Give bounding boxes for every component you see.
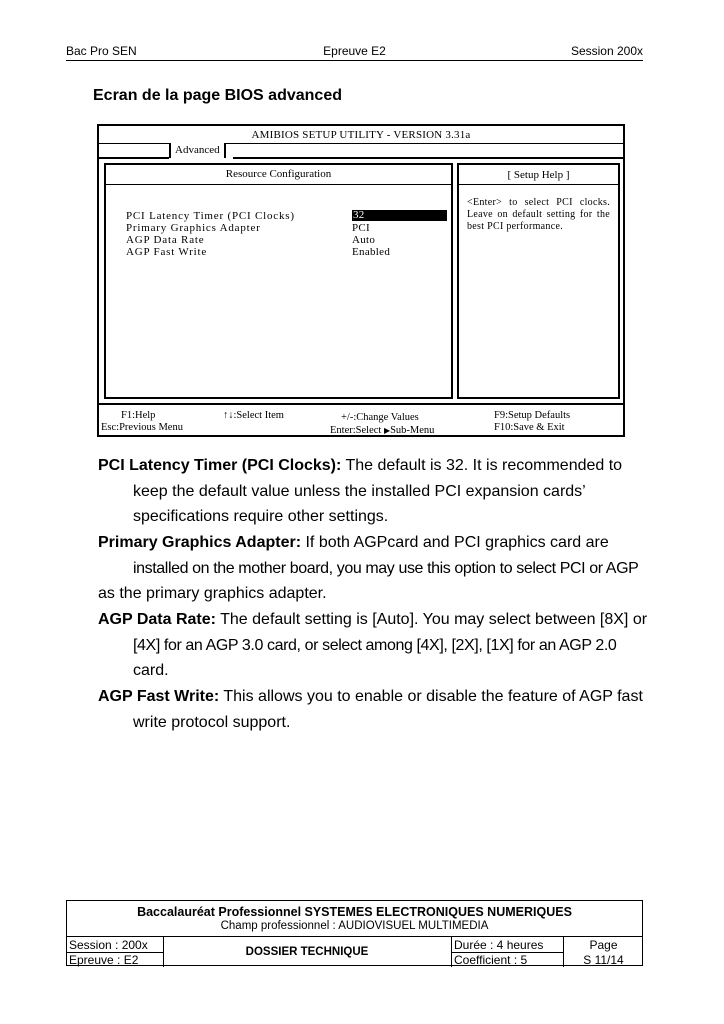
description-agp-fast-write — [98, 684, 704, 735]
description-text: This allows you to enable or disable the feature of AGP fast — [219, 688, 643, 705]
section-divider — [459, 184, 618, 185]
header-left: Bac Pro SEN — [66, 44, 137, 58]
bios-divider — [99, 157, 169, 159]
description-term: Primary Graphics Adapter: — [98, 534, 302, 551]
setting-agp-data-rate-label[interactable]: AGP Data Rate — [126, 234, 205, 246]
bios-main-panel — [104, 163, 453, 399]
key-f10-save: F10:Save & Exit — [494, 422, 565, 433]
description-text: If both AGPcard and PCI graphics card are — [301, 534, 609, 551]
footer-session: Session : 200x — [69, 938, 148, 952]
key-f1-help: F1:Help — [121, 410, 156, 421]
description-term: AGP Data Rate: — [98, 611, 216, 628]
header-right: Session 200x — [570, 44, 643, 58]
setting-agp-fast-write-label[interactable]: AGP Fast Write — [126, 246, 208, 258]
bios-divider — [233, 157, 623, 159]
header-center: Epreuve E2 — [323, 44, 386, 58]
description-text: The default is 32. It is recommended to — [341, 457, 623, 474]
description-line: installed on the mother board, you may use this option to select PCI or AGP — [133, 559, 639, 577]
description-line: keep the default value unless the installed PCI expansion cards’ — [133, 482, 586, 500]
bios-footer-divider — [99, 403, 623, 405]
footer-duree: Durée : 4 heures — [454, 938, 544, 952]
description-line: specifications require other settings. — [133, 508, 389, 525]
description-line: [4X] for an AGP 3.0 card, or select among [4X], [2X], [1X] for an AGP 2.0 — [133, 636, 617, 654]
setting-primary-graphics-label[interactable]: Primary Graphics Adapter — [126, 222, 261, 234]
footer-subtitle: Champ professionnel : AUDIOVISUEL MULTIMEDIA — [220, 920, 489, 932]
section-divider — [106, 184, 451, 185]
description-line: write protocol support. — [133, 713, 291, 731]
help-title: [ Setup Help ] — [507, 169, 570, 181]
footer-coefficient: Coefficient : 5 — [454, 953, 528, 967]
description-term: PCI Latency Timer (PCI Clocks): — [98, 457, 342, 474]
setting-agp-fast-write-value[interactable]: Enabled — [352, 246, 391, 258]
section-title: Resource Configuration — [225, 168, 332, 180]
key-enter-select — [330, 425, 434, 436]
footer-page-label: Page — [589, 938, 618, 952]
page-heading: Ecran de la page BIOS advanced — [93, 87, 342, 104]
footer-title: Baccalauréat Professionnel SYSTEMES ELECTRONIQUES NUMERIQUES — [137, 905, 572, 919]
setting-pci-latency-label[interactable]: PCI Latency Timer (PCI Clocks) — [126, 210, 295, 222]
footer-dossier: DOSSIER TECHNIQUE — [245, 946, 369, 958]
setting-agp-data-rate-value[interactable]: Auto — [352, 234, 376, 246]
setting-pci-latency-value[interactable]: 32 — [352, 210, 447, 221]
description-primary-graphics — [98, 530, 704, 607]
footer-page-value: S 11/14 — [583, 953, 624, 967]
setting-primary-graphics-value[interactable]: PCI — [352, 222, 371, 234]
key-esc-previous: Esc:Previous Menu — [101, 422, 183, 433]
tab-advanced[interactable]: Advanced — [169, 143, 226, 158]
key-select-item: ↑↓:Select Item — [223, 410, 284, 421]
key-enter-label: Enter:Select — [330, 425, 382, 436]
document-footer — [66, 900, 643, 966]
description-text: The default setting is [Auto]. You may select between [8X] or — [215, 611, 648, 628]
description-agp-data-rate — [98, 607, 704, 684]
bios-screen — [97, 124, 625, 437]
footer-epreuve: Epreuve : E2 — [69, 953, 139, 967]
help-text: <Enter> to select PCI clocks. Leave on default setting for the best PCI performance. — [467, 197, 610, 232]
key-f9-defaults: F9:Setup Defaults — [494, 410, 571, 421]
page-header — [66, 44, 643, 61]
description-line: card. — [133, 662, 169, 679]
bios-title: AMIBIOS SETUP UTILITY - VERSION 3.31a — [251, 129, 471, 141]
triangle-right-icon: ▶ — [383, 426, 391, 435]
key-submenu-label: Sub-Menu — [390, 425, 435, 436]
key-change-values: +/-:Change Values — [341, 412, 419, 423]
description-pci-latency — [98, 453, 704, 530]
description-line: as the primary graphics adapter. — [98, 585, 327, 602]
bios-help-panel — [457, 163, 620, 399]
footer-grid — [66, 936, 643, 967]
description-term: AGP Fast Write: — [98, 688, 220, 705]
